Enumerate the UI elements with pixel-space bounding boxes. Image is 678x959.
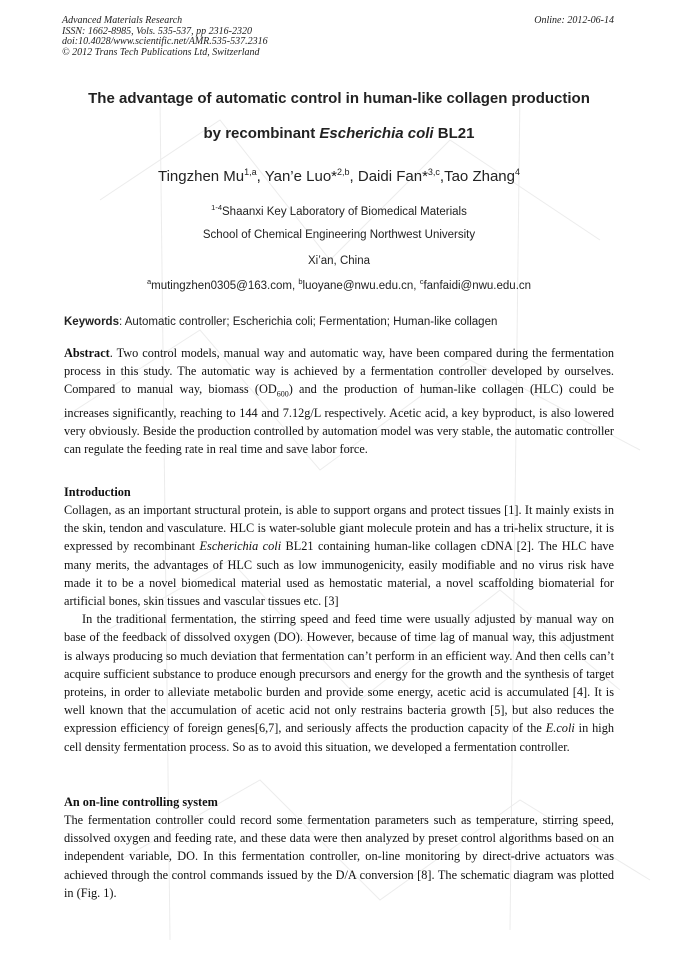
- author-4: ,Tao Zhang: [439, 168, 515, 185]
- keywords: [64, 316, 624, 328]
- abstract: [64, 344, 614, 459]
- title-text: by recombinant: [203, 125, 320, 142]
- copyright-line: © 2012 Trans Tech Publications Ltd, Switzerland: [62, 46, 260, 58]
- paper-title-line-1: The advantage of automatic control in human-like collagen production: [88, 90, 590, 107]
- affiliation-line-2: School of Chemical Engineering Northwest University: [202, 229, 476, 241]
- doi-line: doi:10.4028/www.scientific.net/AMR.535-537.2316: [62, 36, 268, 48]
- paper-title-line-2: [30, 125, 648, 142]
- author-1-sup: 1,a: [244, 167, 257, 177]
- journal-header: [62, 16, 614, 58]
- introduction-heading: Introduction: [64, 485, 131, 499]
- email-a-sup: a: [146, 277, 152, 286]
- affiliation-line-3: Xi’an, China: [307, 255, 370, 267]
- email-b-sup: b: [298, 277, 303, 286]
- email-c-sup: c: [419, 277, 424, 286]
- abstract-text-1: . Two control models, manual way and automatic way, have been compared during the fermentation process in this study. The automatic way is achieved by a fermentation controller developed by ourselves. Compared to manual way, biomass (OD: [64, 346, 614, 397]
- email-a: mutingzhen0305@163.com,: [151, 279, 299, 292]
- intro-p2-text: In the traditional fermentation, the stirring speed and feed time were usually adjusted by manual way on base of the feedback of dissolved oxygen (DO). However, because of time lag of manual way, this adjustment is always producing so much deviation that fermentation can’t perform in an efficient way. And then cells can’t acquire sufficient substance to produce enough precursors and energy for the growth and the synthesis of target proteins, in order to alleviate metabolic burden and provide some energy, acetic acid is accumulated [4]. It is well known that the accumulation of acetic acid not only restrains bacteria growth [5], but also reduces the expression efficiency of foreign genes[6,7], and seriously affects the production capacity of the: [64, 612, 614, 736]
- journal-name: Advanced Materials Research: [62, 15, 183, 26]
- intro-p1-text: Collagen, as an important structural protein, is able to support organs and protect tissues [1]. It mainly exists in the skin, tendon and vasculature. HLC is water-soluble giant molecule protein and has a tri-helix structure, it is expressed by recombinant: [64, 503, 614, 554]
- author-2: , Yan’e Luo*: [256, 168, 338, 185]
- author-3-sup: 3,c: [427, 167, 440, 177]
- author-4-sup: 4: [514, 167, 520, 177]
- author-2-sup: 2,b: [337, 167, 350, 177]
- email-line: [30, 277, 648, 292]
- abstract-subscript: 600: [276, 389, 289, 399]
- intro-p2-text-end: in high cell density fermentation process. So as to avoid this situation, we developed a fermentation controller.: [64, 721, 614, 754]
- title-italic: Escherichia coli: [319, 125, 434, 142]
- affiliation-line-1: [30, 203, 648, 218]
- introduction-body: [64, 501, 614, 756]
- online-system-body: [64, 811, 614, 902]
- intro-p2-italic: E.coli: [545, 721, 575, 736]
- online-system-paragraph: The fermentation controller could record some fermentation parameters such as temperature, stirring speed, dissolved oxygen and feeding rate, and these data were then analyzed by preset control algorithms based on an independent variable, DO. In this fermentation controller, on-line monitoring by direct-drive actuators was achieved through the control commands issued by the D/A conversion [8]. The schematic diagram was plotted in (Fig. 1).: [64, 813, 614, 900]
- author-list: [30, 167, 648, 185]
- affiliation-lab: Shaanxi Key Laboratory of Biomedical Materials: [222, 205, 467, 218]
- author-3: , Daidi Fan*: [349, 168, 428, 185]
- intro-p1-text-end: BL21 containing human-like collagen cDNA [2]. The HLC have many merits, the advantages of HLC such as low immunogenicity, easily modifiable and no virus risk have made it to be a novel biomedical material used as hemostatic material, a novel scaffolding biomaterial for artificial bones, skin tissues and vascular tissues etc. [3]: [64, 539, 615, 609]
- online-system-heading: An on-line controlling system: [64, 795, 218, 809]
- email-c: fanfaidi@nwu.edu.cn: [423, 279, 532, 292]
- intro-p1-italic: Escherichia coli: [199, 539, 282, 554]
- online-date: Online: 2012-06-14: [534, 15, 614, 26]
- title-text-end: BL21: [433, 125, 475, 142]
- abstract-label: Abstract: [64, 346, 110, 360]
- issn-line: ISSN: 1662-8985, Vols. 535-537, pp 2316-2320: [62, 25, 252, 37]
- affiliation-sup: 1-4: [211, 203, 222, 212]
- keywords-text: : Automatic controller; Escherichia coli; Fermentation; Human-like collagen: [118, 316, 498, 328]
- email-b: luoyane@nwu.edu.cn,: [302, 279, 420, 292]
- abstract-text-2: ) and the production of human-like collagen (HLC) could be increases significantly, reaching to 144 and 7.12g/L respectively. Acetic acid, a key byproduct, is also lowered very obviously. Beside the production controlled by automation model was very stable, the automatic controller can regulate the feeding rate in real time and save labor force.: [64, 382, 614, 457]
- author-1: Tingzhen Mu: [157, 168, 245, 185]
- keywords-label: Keywords: [64, 316, 119, 328]
